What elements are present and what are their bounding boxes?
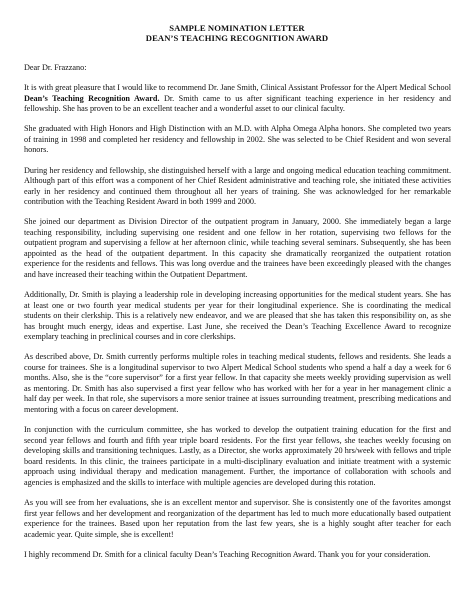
paragraph-department: She joined our department as Division Director of the outpatient program in January, 2000. She immediately began a large teaching responsibility, including supervising one resident and one fellow in her rotation, supervising two fellows for the outpatient program and supervising a fellow at her afternoon clinic, while teaching several seminars. Subsequently, she has been appointed as the head of the outpatient department. In this capacity she dramatically reorganized the outpatient rotation experience for the residents and fellows. This was long overdue and the trainees have been exceedingly pleased with the changes and have increased their teaching within the Outpatient Department.: [24, 217, 451, 279]
paragraph-curriculum: In conjunction with the curriculum committee, she has worked to develop the outpatient training education for the first and second year fellows and fourth and fifth year triple board residents. For the first year fellows, she teaches weekly focusing on developing skills and transitioning techniques. Lastly, as a Director, she works approximately 20 hrs/week with fellows and triple board residents. In this clinic, the trainees participate in a multi-disciplinary evaluation and initiate treatment with a systemic approach using individual therapy and medication management. Further, the importance of collaboration with schools and agencies is emphasized and the skills to interface with multiple agencies are developed during this rotation.: [24, 425, 451, 487]
letter-title: SAMPLE NOMINATION LETTER: [169, 23, 305, 33]
intro-text-end: Dr. Smith came to us after significant teaching experience in her residency and fellowship. She has proven to be an excellent teacher and a wonderful asset to our clinical faculty.: [24, 93, 451, 113]
intro-text-start: It is with great pleasure that I would like to recommend Dr. Jane Smith, Clinical Assistant Professor for the Alpert Medical School: [24, 83, 451, 92]
letter-header: [0, 24, 474, 44]
paragraph-evaluations: As you will see from her evaluations, she is an excellent mentor and supervisor. She is consistently one of the favorites amongst first year fellows and her development and reorganization of the department has led to much more educationally based outpatient experience for the trainees. Based upon her reputation from the last few years, she is a highly sought after teacher for each academic year. Quite simple, she is excellent!: [24, 498, 451, 539]
salutation: Dear Dr. Frazzano:: [24, 63, 87, 72]
paragraph-intro: [24, 83, 451, 115]
award-name-bold: Dean’s Teaching Recognition Award.: [24, 93, 160, 103]
paragraph-roles: As described above, Dr. Smith currently performs multiple roles in teaching medical students, fellows and residents. She leads a course for trainees. She is a longitudinal supervisor to two Alpert Medical School students who spend a half a day a week for 6 months. Also, she is the “core supervisor” for a first year fellow. In that capacity she meets weekly providing supervision as well as mentoring. Dr. Smith has also supervised a first year fellow who has worked with her for a year in her management clinic a half day per week. In that role, she supervisors a more senior trainee at issues surrounding treatment, prescribing medications and mentoring with a focus on career development.: [24, 352, 451, 414]
letter-body: [24, 63, 451, 570]
paragraph-residency: During her residency and fellowship, she distinguished herself with a large and ongoing medical education teaching commitment. Although part of this effort was a component of her Chief Resident administrative and teaching role, she initiated these activities early in her residency and continued them throughout all her years of training. She was acknowledged for her remarkable contribution with the Teaching Resident Award in both 1999 and 2000.: [24, 165, 451, 207]
paragraph-closing: I highly recommend Dr. Smith for a clinical faculty Dean’s Teaching Recognition Award. Thank you for your consideration.: [24, 549, 431, 559]
award-title: DEAN’S TEACHING RECOGNITION AWARD: [145, 32, 329, 43]
paragraph-education: She graduated with High Honors and High Distinction with an M.D. with Alpha Omega Alpha honors. She completed two years of training in 1998 and completed her residency and fellowship in 2002. She was selected to be Chief Resident and won several honors.: [24, 124, 451, 155]
paragraph-leadership: Additionally, Dr. Smith is playing a leadership role in developing increasing opportunities for the medical student years. She has at least one or two fourth year medical students per year for their longitudinal experience. She is coordinating the medical students on their clerkship. This is a relatively new endeavor, and we are pleased that she has taken this responsibility on, as she has brought much energy, ideas and expertise. Last June, she received the Dean’s Teaching Excellence Award to recognize exemplary teaching in preclinical courses and in core clerkships.: [24, 290, 451, 342]
